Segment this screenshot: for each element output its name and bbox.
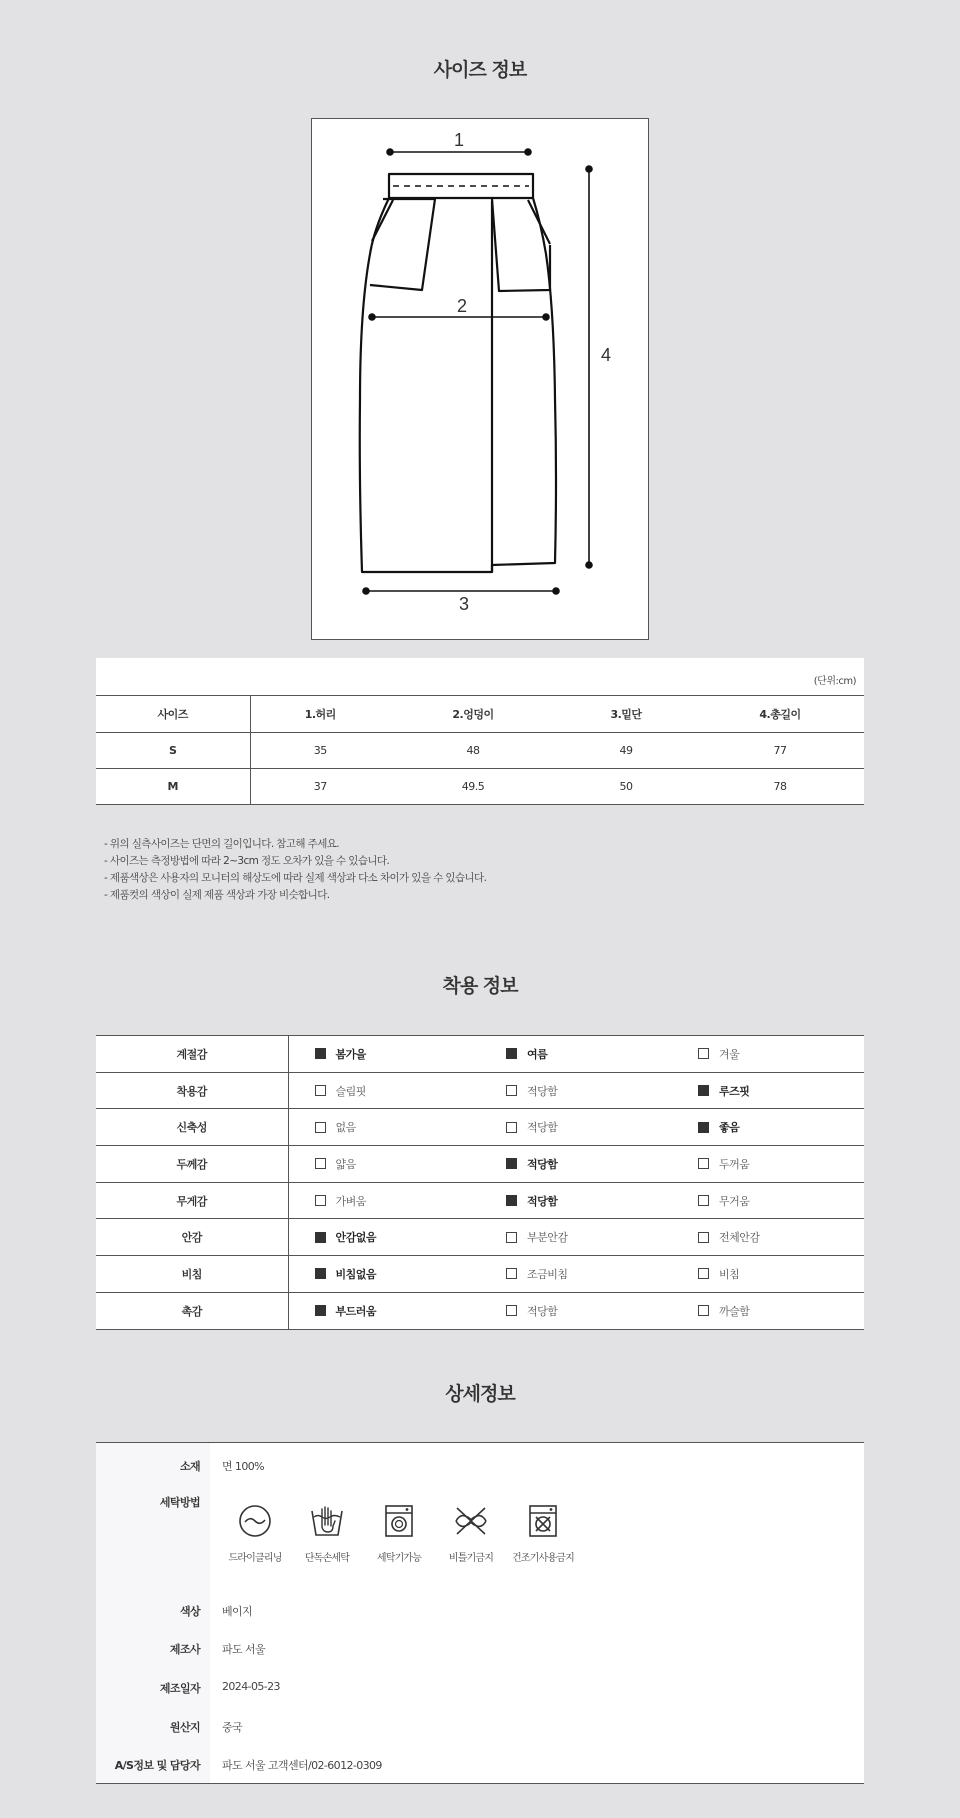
date-value: 2024-05-23	[222, 1680, 280, 1693]
fit-option	[288, 1219, 480, 1256]
fit-option-label: 까슬함	[719, 1304, 750, 1318]
table-row	[96, 732, 864, 768]
dim-label-1: 1	[453, 130, 465, 150]
fit-option-label: 적당함	[527, 1157, 558, 1171]
value-cell: 48	[390, 732, 556, 768]
table-row	[96, 768, 864, 804]
fit-option	[672, 1072, 864, 1109]
fit-option-label: 적당함	[527, 1304, 558, 1318]
dim-label-4: 4	[600, 345, 612, 365]
washing-machine-item	[359, 1503, 439, 1564]
size-table-header	[96, 696, 864, 732]
value-cell: 78	[696, 768, 864, 804]
fit-option	[480, 1256, 672, 1293]
fit-option-label: 적당함	[527, 1121, 558, 1135]
checked-box-icon	[506, 1195, 517, 1206]
fit-option	[288, 1036, 480, 1073]
wash-label-text: 세탁기가능	[376, 1553, 422, 1564]
empty-box-icon	[698, 1195, 709, 1206]
fit-row-label: 안감	[96, 1219, 288, 1256]
fit-info-title: 착용 정보	[442, 975, 518, 997]
empty-box-icon	[315, 1085, 326, 1096]
fit-option-label: 비침없음	[335, 1267, 377, 1281]
fit-row	[96, 1072, 864, 1109]
origin-value: 중국	[222, 1721, 243, 1734]
fit-option-label: 전체안감	[719, 1231, 760, 1245]
as-label: A/S정보 및 담당자	[114, 1759, 200, 1772]
as-value: 파도 서울 고객센터/02-6012-0309	[222, 1759, 382, 1772]
checked-box-icon	[315, 1305, 326, 1316]
value-cell: 37	[250, 768, 390, 804]
empty-box-icon	[315, 1122, 326, 1133]
empty-box-icon	[506, 1305, 517, 1316]
fit-table	[96, 1035, 864, 1330]
header-cell: 3.밑단	[556, 696, 696, 732]
wash-label-text: 단독손세탁	[304, 1553, 350, 1564]
empty-box-icon	[698, 1305, 709, 1316]
maker-label: 제조사	[169, 1643, 200, 1656]
fit-option	[288, 1292, 480, 1329]
value-cell: 50	[556, 768, 696, 804]
note-line: - 제품색상은 사용자의 모니터의 해상도에 따라 실제 색상과 다소 차이가 있을 수 있습니다.	[104, 872, 487, 884]
fit-row	[96, 1109, 864, 1146]
fit-option	[288, 1256, 480, 1293]
fit-row-label: 착용감	[96, 1072, 288, 1109]
header-cell: 2.엉덩이	[390, 696, 556, 732]
wash-label: 세탁방법	[159, 1496, 200, 1509]
fit-option-label: 조금비침	[527, 1267, 568, 1281]
fit-option-label: 적당함	[527, 1084, 558, 1098]
fit-option-label: 봄가을	[335, 1047, 366, 1061]
wash-label-text: 드라이클리닝	[228, 1553, 282, 1564]
fit-row	[96, 1292, 864, 1329]
size-cell: M	[96, 768, 250, 804]
size-cell: S	[96, 732, 250, 768]
fit-option	[288, 1109, 480, 1146]
empty-box-icon	[506, 1232, 517, 1243]
washing-machine-icon	[381, 1503, 417, 1539]
fit-option-label: 루즈핏	[719, 1084, 750, 1098]
maker-value: 파도 서울	[222, 1643, 266, 1656]
checked-box-icon	[315, 1232, 326, 1243]
empty-box-icon	[315, 1158, 326, 1169]
fit-option	[480, 1182, 672, 1219]
fit-option	[672, 1036, 864, 1073]
empty-box-icon	[506, 1122, 517, 1133]
fit-option	[672, 1256, 864, 1293]
checked-box-icon	[315, 1268, 326, 1279]
empty-box-icon	[698, 1268, 709, 1279]
empty-box-icon	[506, 1085, 517, 1096]
fit-option	[288, 1146, 480, 1183]
fit-row	[96, 1256, 864, 1293]
fit-option-label: 슬림핏	[335, 1084, 366, 1098]
fit-row-label: 계절감	[96, 1036, 288, 1073]
fit-option-label: 여름	[527, 1047, 548, 1061]
fit-option-label: 없음	[335, 1121, 356, 1135]
checked-box-icon	[506, 1048, 517, 1059]
fit-option	[480, 1036, 672, 1073]
empty-box-icon	[698, 1232, 709, 1243]
fit-row	[96, 1146, 864, 1183]
fit-option-label: 적당함	[527, 1194, 558, 1208]
fit-option	[480, 1109, 672, 1146]
fit-option	[480, 1292, 672, 1329]
no-tumble-dry-item	[503, 1503, 583, 1564]
note-line: - 사이즈는 측정방법에 따라 2~3cm 정도 오차가 있을 수 있습니다.	[104, 855, 390, 867]
fit-option	[288, 1182, 480, 1219]
no-tumble-dry-icon	[525, 1503, 561, 1539]
fit-option	[480, 1072, 672, 1109]
empty-box-icon	[698, 1158, 709, 1169]
value-cell: 35	[250, 732, 390, 768]
header-cell: 사이즈	[96, 696, 250, 732]
note-line: - 제품컷의 색상이 실제 제품 색상과 가장 비슷합니다.	[104, 889, 330, 901]
wash-label-text: 비틀기금지	[448, 1553, 494, 1564]
fit-row-label: 촉감	[96, 1292, 288, 1329]
unit-row	[96, 658, 864, 696]
fit-option	[672, 1182, 864, 1219]
color-value: 베이지	[222, 1605, 253, 1618]
fit-option-label: 부드러움	[335, 1304, 377, 1318]
fit-row-label: 신축성	[96, 1109, 288, 1146]
fit-option-label: 두꺼움	[719, 1157, 750, 1171]
fit-row	[96, 1036, 864, 1073]
fit-option-label: 좋음	[719, 1121, 740, 1135]
dry-clean-item	[215, 1503, 295, 1564]
fit-option-label: 무거움	[719, 1194, 750, 1208]
checked-box-icon	[506, 1158, 517, 1169]
empty-box-icon	[698, 1048, 709, 1059]
dim-label-3: 3	[458, 594, 470, 614]
detail-table	[96, 1442, 864, 1784]
fit-option	[672, 1292, 864, 1329]
fit-option-label: 얇음	[335, 1157, 356, 1171]
size-notes	[104, 836, 486, 904]
origin-label: 원산지	[169, 1721, 200, 1734]
fit-option-label: 안감없음	[335, 1231, 377, 1245]
skirt-size-diagram	[311, 118, 649, 640]
color-label: 색상	[179, 1605, 200, 1618]
fit-option-label: 겨울	[719, 1047, 740, 1061]
detail-info-title: 상세정보	[445, 1383, 515, 1405]
fit-option	[288, 1072, 480, 1109]
fit-option	[672, 1146, 864, 1183]
fit-row-label: 무게감	[96, 1182, 288, 1219]
fit-option-label: 가벼움	[335, 1194, 366, 1208]
fit-option	[672, 1109, 864, 1146]
value-cell: 49	[556, 732, 696, 768]
fit-row	[96, 1219, 864, 1256]
material-label: 소재	[179, 1460, 200, 1473]
fit-row-label: 비침	[96, 1256, 288, 1293]
fit-option	[480, 1146, 672, 1183]
empty-box-icon	[506, 1268, 517, 1279]
fit-row	[96, 1182, 864, 1219]
wash-label-text: 건조기사용금지	[511, 1553, 575, 1564]
header-cell: 1.허리	[250, 696, 390, 732]
unit-label: (단위:cm)	[813, 676, 856, 687]
note-line: - 위의 실측사이즈는 단면의 길이입니다. 참고해 주세요.	[104, 838, 340, 850]
empty-box-icon	[315, 1195, 326, 1206]
hand-wash-icon	[309, 1503, 345, 1539]
fit-option-label: 부분안감	[527, 1231, 568, 1245]
size-table	[96, 658, 864, 805]
material-value: 면 100%	[222, 1460, 264, 1473]
value-cell: 77	[696, 732, 864, 768]
dim-label-2: 2	[456, 296, 468, 316]
checked-box-icon	[698, 1085, 709, 1096]
header-cell: 4.총길이	[696, 696, 864, 732]
size-info-title: 사이즈 정보	[433, 59, 527, 81]
date-label: 제조일자	[159, 1682, 200, 1695]
checked-box-icon	[315, 1048, 326, 1059]
fit-option-label: 비침	[719, 1267, 740, 1281]
no-wring-item	[431, 1503, 511, 1564]
fit-row-label: 두께감	[96, 1146, 288, 1183]
hand-wash-item	[287, 1503, 367, 1564]
fit-option	[480, 1219, 672, 1256]
fit-option	[672, 1219, 864, 1256]
dry-clean-icon	[237, 1503, 273, 1539]
no-wring-icon	[453, 1503, 489, 1539]
checked-box-icon	[698, 1122, 709, 1133]
value-cell: 49.5	[390, 768, 556, 804]
